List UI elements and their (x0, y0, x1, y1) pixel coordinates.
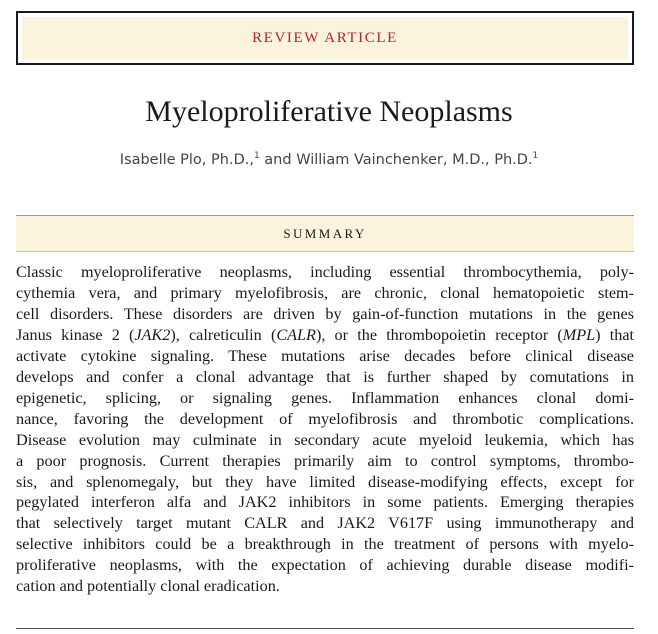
summary-line: a poor prognosis. Current therapies primarily aim to control symptoms, thrombo- (16, 451, 634, 470)
summary-line: cation and potentially clonal eradication. (16, 577, 280, 596)
author-line (0, 145, 658, 171)
summary-heading: SUMMARY (283, 225, 367, 241)
author-name: William Vainchenker, M.D., Ph.D. (296, 152, 533, 168)
author-connector: and (259, 152, 297, 168)
summary-line: cell disorders. These disorders are driven by gain-of-function mutations in the genes (16, 304, 634, 323)
summary-line: Classic myeloproliferative neoplasms, including essential thrombocythemia, poly- (16, 263, 634, 281)
summary-line: Janus kinase 2 (JAK2), calreticulin (CALR), or the thrombopoietin receptor (MPL) that (16, 325, 635, 344)
summary-body (16, 262, 634, 597)
summary-line: activate cytokine signaling. These mutations arise decades before clinical disease (16, 346, 634, 365)
section-divider (16, 628, 634, 629)
summary-line: epigenetic, splicing, or signaling genes. Inflammation enhances clonal domi- (16, 388, 634, 407)
affiliation-marker: 1 (532, 151, 539, 161)
author-name: Isabelle Plo, Ph.D., (119, 152, 254, 168)
summary-header-band (16, 216, 634, 251)
article-type-banner (16, 11, 634, 65)
summary-line: proliferative neoplasms, with the expectation of achieving durable disease modifi- (16, 556, 634, 575)
summary-bottom-rule (16, 251, 634, 252)
summary-line: nance, favoring the development of myelofibrosis and thrombotic complications. (16, 409, 634, 428)
article-type-banner-fill (22, 17, 628, 59)
summary-line: cythemia vera, and primary myelofibrosis, are chronic, clonal hematopoietic stem- (16, 283, 634, 302)
summary-line: sis, and splenomegaly, but they have limited disease-modifying effects, except for (16, 472, 634, 491)
summary-line: selective inhibitors could be a breakthrough in the treatment of persons with myelo- (16, 535, 634, 554)
summary-line: pegylated interferon alfa and JAK2 inhibitors in some patients. Emerging therapies (16, 493, 634, 512)
article-title: Myeloproliferative Neoplasms (145, 95, 513, 128)
summary-line: Disease evolution may culminate in secondary acute myeloid leukemia, which has (16, 430, 634, 449)
summary-line: that selectively target mutant CALR and JAK2 V617F using immunotherapy and (16, 514, 634, 533)
article-type-label: REVIEW ARTICLE (252, 29, 398, 46)
affiliation-marker: 1 (253, 151, 260, 161)
summary-line: develops and confer a clonal advantage that is further shaped by comutations in (16, 367, 634, 386)
